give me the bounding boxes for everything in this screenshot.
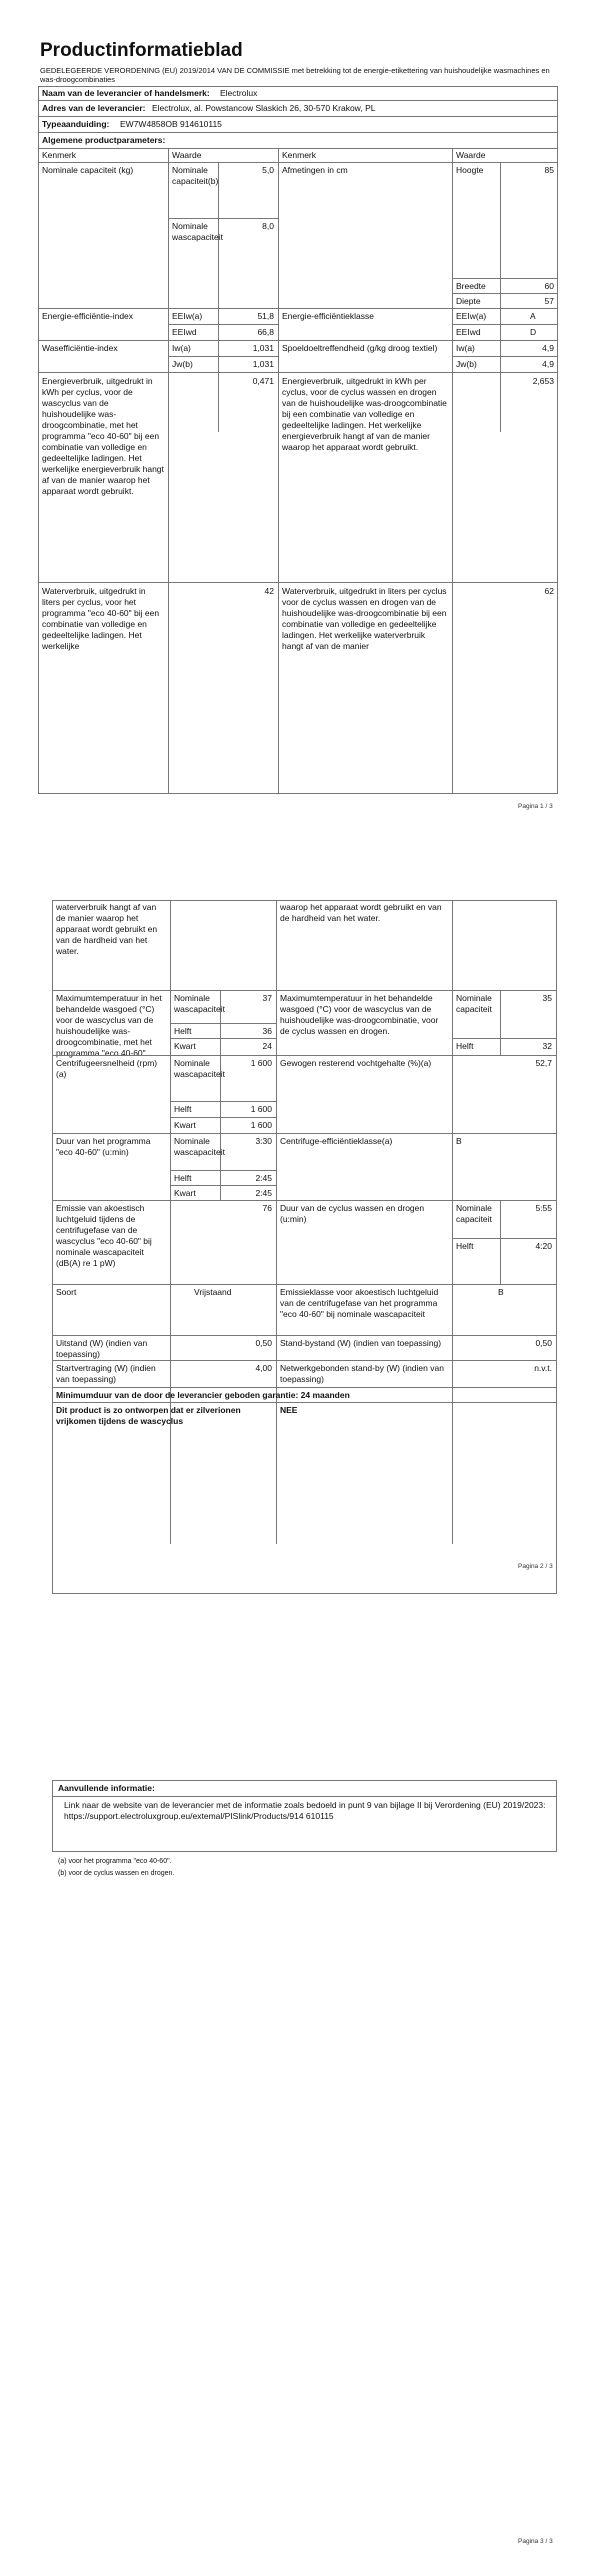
jw-label: Jw(b) [172, 359, 193, 369]
footnote-b: (b) voor de cyclus wassen en drogen. [58, 1870, 175, 1877]
noise-value: 76 [262, 1203, 272, 1213]
eclass-w-value: A [530, 311, 536, 321]
duration-half-value: 2:45 [255, 1173, 272, 1183]
maxtemp-w-half-label: Helft [174, 1026, 192, 1036]
col-waarde-left: Waarde [172, 150, 202, 160]
dimensions-label: Afmetingen in cm [282, 165, 348, 175]
energy-wd-value: 2,653 [532, 376, 554, 386]
eei-wd-label: EEIwd [172, 327, 197, 337]
maxtemp-w-quarter-value: 24 [262, 1041, 272, 1051]
spin-half-label: Helft [174, 1104, 192, 1114]
cycle-half-label: Helft [456, 1241, 474, 1251]
jw-value: 1,031 [252, 359, 274, 369]
col-kenmerk-right: Kenmerk [282, 150, 317, 160]
eei-w-value: 51,8 [257, 311, 274, 321]
page-number-3: Pagina 3 / 3 [518, 2538, 553, 2545]
supplier-name-label: Naam van de leverancier of handelsmerk: [42, 88, 210, 98]
maxtemp-wd-nom-value: 35 [542, 993, 552, 1003]
energy-class-label: Energie-efficiëntieklasse [282, 311, 374, 321]
type-value: Vrijstaand [194, 1287, 232, 1297]
spin-nom-label: Nominale wascapaciteit [174, 1058, 226, 1079]
additional-info-text: Link naar de website van de leverancier met de informatie zoals bedoeld in punt 9 van bijlage II bij Verordening (EU) 2019/2023: https://support.electroluxgroup.eu/extemal/PISlink/Products/914 610115 [64, 1800, 546, 1821]
cycle-label: Duur van de cyclus wassen en drogen (u:min) [280, 1203, 425, 1224]
duration-quarter-label: Kwart [174, 1188, 196, 1198]
noise-label: Emissie van akoestisch luchtgeluid tijdens de centrifugefase van de wascyclus "eco 40-60" bij nominale wascapaciteit (dB(A) re 1 pW) [56, 1203, 152, 1268]
maxtemp-w-half-value: 36 [262, 1026, 272, 1036]
page-number-1: Pagina 1 / 3 [518, 803, 553, 810]
col-kenmerk-left: Kenmerk [42, 150, 77, 160]
supplier-address: Electrolux, al. Powstancow Slaskich 26, 30-570 Krakow, PL [152, 103, 376, 113]
moisture-value: 52,7 [535, 1058, 552, 1068]
col-waarde-right: Waarde [456, 150, 486, 160]
duration-label: Duur van het programma "eco 40-60" (u:min) [56, 1136, 151, 1157]
spin-quarter-value: 1 600 [250, 1120, 272, 1130]
energy-w-label: Energieverbruik, uitgedrukt in kWh per cyclus, voor de wascyclus van de huishoudelijke was-droogcombinatie, met het programma "eco 40-60" bij een combinatie van volledige en gedeeltelijke ladingen. Het werkelijke energieverbruik hangt af van de manier waarop het apparaat wordt gebruikt. [42, 376, 164, 496]
delay-value: 4,00 [255, 1363, 272, 1373]
moisture-label: Gewogen resterend vochtgehalte (%)(a) [280, 1058, 432, 1068]
iw2-label: Iw(a) [456, 343, 475, 353]
width-label: Breedte [456, 281, 486, 291]
standby-label: Stand-bystand (W) (indien van toepassing) [280, 1338, 442, 1348]
energy-w-value: 0,471 [252, 376, 274, 386]
noiseclass-label: Emissieklasse voor akoestisch luchtgeluid van de centrifugefase van het programma "eco 40-60" bij nominale wascapaciteit [280, 1287, 439, 1319]
silver-label: Dit product is zo ontworpen dat er zilverionen vrijkomen tijdens de wascyclus [56, 1405, 241, 1426]
maxtemp-wd-half-value: 32 [542, 1041, 552, 1051]
depth-value: 57 [544, 296, 554, 306]
netstandby-value: n.v.t. [534, 1363, 552, 1373]
duration-half-label: Helft [174, 1173, 192, 1183]
spin-label: Centrifugeersnelheid (rpm)(a) [56, 1058, 158, 1079]
maxtemp-wd-label: Maximumtemperatuur in het behandelde wasgoed (°C) voor de wascyclus van de huishoudelijke was-droogcombinatie, voor de cyclus wassen en drogen. [280, 993, 439, 1036]
maxtemp-w-nom-label: Nominale wascapaciteit [174, 993, 226, 1014]
page-number-2: Pagina 2 / 3 [518, 1563, 553, 1570]
eclass-w-label: EEIw(a) [456, 311, 487, 321]
off-value: 0,50 [255, 1338, 272, 1348]
maxtemp-w-nom-value: 37 [262, 993, 272, 1003]
cycle-nom-value: 5:55 [535, 1203, 552, 1213]
spinclass-label: Centrifuge-efficiëntieklasse(a) [280, 1136, 393, 1146]
delay-label: Startvertraging (W) (indien van toepassing) [56, 1363, 156, 1384]
washdry-capacity-label: Nominale wascapaciteit [172, 221, 224, 242]
additional-info-title: Aanvullende informatie: [58, 1783, 155, 1793]
eclass-wd-label: EEIwd [456, 327, 481, 337]
page-1 [0, 0, 603, 820]
noiseclass-value: B [498, 1287, 504, 1297]
off-label: Uitstand (W) (indien van toepassing) [56, 1338, 148, 1359]
page-3 [0, 1760, 603, 2560]
type-label: Soort [56, 1287, 77, 1297]
height-value: 85 [544, 165, 554, 175]
iw-value: 1,031 [252, 343, 274, 353]
wash-capacity-value: 5,0 [262, 165, 274, 175]
spin-nom-value: 1 600 [250, 1058, 272, 1068]
model-label: Typeaanduiding: [42, 119, 110, 129]
iw2-value: 4,9 [542, 343, 554, 353]
water-wd-continued: waarop het apparaat wordt gebruikt en van de hardheid van het water. [280, 902, 442, 923]
wash-eff-label: Wasefficiëntie-index [42, 343, 118, 353]
width-value: 60 [544, 281, 554, 291]
eclass-wd-value: D [530, 327, 537, 337]
supplier-name: Electrolux [220, 88, 258, 98]
model-id: EW7W4858OB 914610115 [120, 119, 222, 129]
wash-capacity-label: Nominale capaciteit(b) [172, 165, 219, 186]
supplier-address-label: Adres van de leverancier: [42, 103, 146, 113]
water-wd-value: 62 [544, 586, 554, 596]
iw-label: Iw(a) [172, 343, 191, 353]
jw2-value: 4,9 [542, 359, 554, 369]
capacity-label: Nominale capaciteit (kg) [42, 165, 134, 175]
duration-nom-value: 3:30 [255, 1136, 272, 1146]
spin-quarter-label: Kwart [174, 1120, 196, 1130]
cycle-half-value: 4:20 [535, 1241, 552, 1251]
eei-label: Energie-efficiëntie-index [42, 311, 134, 321]
height-label: Hoogte [456, 165, 484, 175]
duration-quarter-value: 2:45 [255, 1188, 272, 1198]
doc-title: Productinformatieblad [40, 40, 243, 61]
spinclass-value: B [456, 1136, 462, 1146]
guarantee-text: Minimumduur van de door de leverancier geboden garantie: 24 maanden [56, 1390, 350, 1400]
page-2 [0, 880, 603, 1700]
regulation-text: GEDELEGEERDE VERORDENING (EU) 2019/2014 VAN DE COMMISSIE met betrekking tot de energie-etikettering van huishoudelijke wasmachines en was-droogcombinaties [40, 66, 550, 84]
eei-w-label: EEIw(a) [172, 311, 203, 321]
footnote-a: (a) voor het programma "eco 40-60". [58, 1858, 172, 1865]
energy-wd-label: Energieverbruik, uitgedrukt in kWh per cyclus, voor de cyclus wassen en drogen van de huishoudelijke was-droogcombinatie bij een combinatie van volledige en gedeeltelijke ladingen. Het werkelijke energieverbruik hangt af van de manier waarop het apparaat wordt gebruikt. [282, 376, 447, 452]
netstandby-label: Netwerkgebonden stand-by (W) (indien van toepassing) [280, 1363, 444, 1384]
maxtemp-wd-half-label: Helft [456, 1041, 474, 1051]
washdry-capacity-value: 8,0 [262, 221, 274, 231]
cycle-nom-label: Nominale capaciteit [456, 1203, 492, 1224]
silver-value: NEE [280, 1405, 298, 1415]
maxtemp-wd-nom-label: Nominale capaciteit [456, 993, 492, 1014]
water-w-value: 42 [264, 586, 274, 596]
eei-wd-value: 66,8 [257, 327, 274, 337]
water-w-label: Waterverbruik, uitgedrukt in liters per cyclus, voor het programma "eco 40-60" bij een combinatie van volledige en gedeeltelijke ladingen. Het werkelijke [42, 586, 160, 651]
maxtemp-w-quarter-label: Kwart [174, 1041, 196, 1051]
general-params-heading: Algemene productparameters: [42, 135, 166, 145]
depth-label: Diepte [456, 296, 481, 306]
jw2-label: Jw(b) [456, 359, 477, 369]
standby-value: 0,50 [535, 1338, 552, 1348]
maxtemp-w-label: Maximumtemperatuur in het behandelde wasgoed (°C) voor de wascyclus van de huishoudelijke was-droogcombinatie, met het programma "eco 40-60" [56, 993, 162, 1058]
rinse-label: Spoeldoeltreffendheid (g/kg droog textiel) [282, 343, 438, 353]
spin-half-value: 1 600 [250, 1104, 272, 1114]
duration-nom-label: Nominale wascapaciteit [174, 1136, 226, 1157]
water-wd-label: Waterverbruik, uitgedrukt in liters per cyclus voor de cyclus wassen en drogen van de huishoudelijke was-droogcombinatie bij een combinatie van volledige en gedeeltelijke ladingen. Het werkelijke waterverbruik hangt af van de manier [282, 586, 447, 651]
water-w-continued: waterverbruik hangt af van de manier waarop het apparaat wordt gebruikt en van de hardheid van het water. [56, 902, 158, 956]
